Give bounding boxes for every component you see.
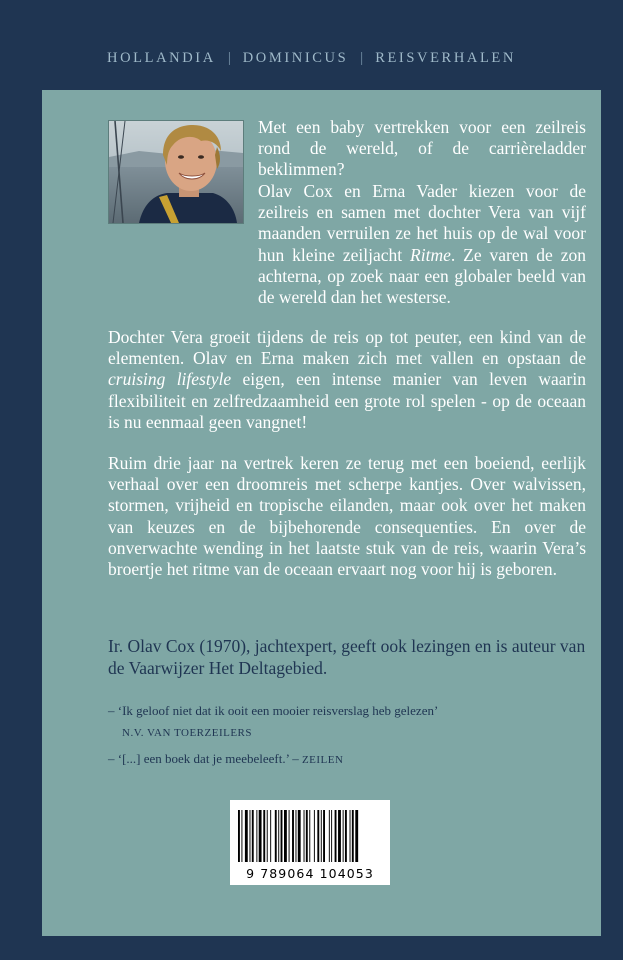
blurb-p1-start: Olav Cox en Erna Vader kiezen voor de zeilreis en samen met dochter Vera van vijf maanden verruilen ze het huis op de wal voor hun kleine zeiljacht — [258, 181, 586, 265]
isbn-barcode — [230, 800, 390, 885]
barcode-bar — [256, 810, 257, 862]
barcode-bar — [298, 810, 301, 862]
barcode-bar — [314, 810, 315, 862]
barcode-bar — [281, 810, 283, 862]
barcode-bar — [278, 810, 279, 862]
barcode-bar — [267, 810, 268, 862]
barcode-bar — [252, 810, 254, 862]
series-item-hollandia: HOLLANDIA — [107, 50, 216, 66]
barcode-bar — [343, 810, 344, 862]
series-divider: | — [360, 50, 364, 66]
barcode-bar — [241, 810, 242, 862]
barcode-bar — [321, 810, 322, 862]
barcode-bar — [323, 810, 325, 862]
barcode-bar — [245, 810, 248, 862]
barcode-bar — [345, 810, 347, 862]
review-quote-1-text: – ‘Ik geloof niet dat ik ooit een mooier reisverslag heb gelezen’ — [108, 703, 439, 718]
barcode-bar — [275, 810, 277, 862]
series-header — [0, 50, 623, 67]
barcode-bar — [304, 810, 305, 862]
review-quote-1-source: N.V. VAN TOERZEILERS — [122, 727, 253, 739]
blurb-intro: Met een baby vertrekken voor een zeilreis rond de wereld, of de carrièreladder beklimmen? — [258, 117, 586, 180]
barcode-bar — [309, 810, 310, 862]
barcode-bar — [331, 810, 332, 862]
barcode-bar — [238, 810, 240, 862]
barcode-bar — [350, 810, 351, 862]
author-photo — [108, 120, 244, 224]
review-quote-2-source: ZEILEN — [301, 754, 344, 766]
barcode-bar — [329, 810, 330, 862]
review-quote-1 — [108, 703, 438, 739]
barcode-bar — [270, 810, 271, 862]
barcode-bar — [352, 810, 354, 862]
barcode-bar — [259, 810, 262, 862]
review-quote-2 — [108, 751, 343, 767]
barcode-bar — [296, 810, 297, 862]
review-quote-2-text: – ‘[...] een boek dat je meebeleeft.’ – — [108, 751, 299, 766]
blurb-paragraph-3 — [108, 453, 586, 580]
barcode-bar — [250, 810, 251, 862]
barcode-bar — [317, 810, 319, 862]
barcode-bar — [263, 810, 265, 862]
blurb-paragraph-1 — [258, 181, 586, 308]
isbn-number: 9 789064 104053 — [246, 866, 374, 881]
blurb-p1-end: . Ze varen de zon achterna, op zoek naar een globaler beeld van de wereld dan het westerse. — [258, 244, 586, 308]
barcode-bar — [284, 810, 287, 862]
blurb-p2-start: Dochter Vera groeit tijdens de reis op tot peuter, een kind van de elementen. Olav en Erna maken zich met vallen en opstaan de — [108, 327, 586, 369]
barcode-bar — [355, 810, 358, 862]
back-cover-panel — [42, 90, 601, 936]
cruising-lifestyle-term: cruising lifestyle — [108, 369, 232, 390]
blurb-intro-column — [258, 117, 586, 181]
blurb-p2-end: eigen, een intense manier van leven waarin flexibiliteit en zelfredzaamheid een grote rol spelen - op de oceaan is nu eenmaal geen vangnet! — [108, 369, 586, 432]
barcode-bar — [289, 810, 290, 862]
series-item-reisverhalen: REISVERHALEN — [375, 50, 516, 66]
boat-name: Ritme — [410, 244, 451, 265]
blurb-p3: Ruim drie jaar na vertrek keren ze terug met een boeiend, eerlijk verhaal over een droomreis met scherpe kantjes. Over walvissen, stormen, vrijheid en tropische eilanden, maar ook over het maken van keuzes en de bijbehorende consequenties. En over de onverwachte wending in het laatste stuk van de reis, waarin Vera’s broertje het ritme van de oceaan ervaart nog voor hij is geboren. — [108, 453, 586, 580]
blurb-paragraph-2 — [108, 327, 586, 433]
barcode-bar — [338, 810, 341, 862]
author-bio: Ir. Olav Cox (1970), jachtexpert, geeft ook lezingen en is auteur van de Vaarwijzer Het Deltagebied. — [108, 636, 586, 678]
series-divider: | — [227, 50, 231, 66]
series-item-dominicus: DOMINICUS — [242, 50, 349, 66]
barcode-bar — [306, 810, 308, 862]
barcode-bar — [335, 810, 337, 862]
author-portrait-image — [109, 121, 243, 223]
barcode-bar — [292, 810, 294, 862]
